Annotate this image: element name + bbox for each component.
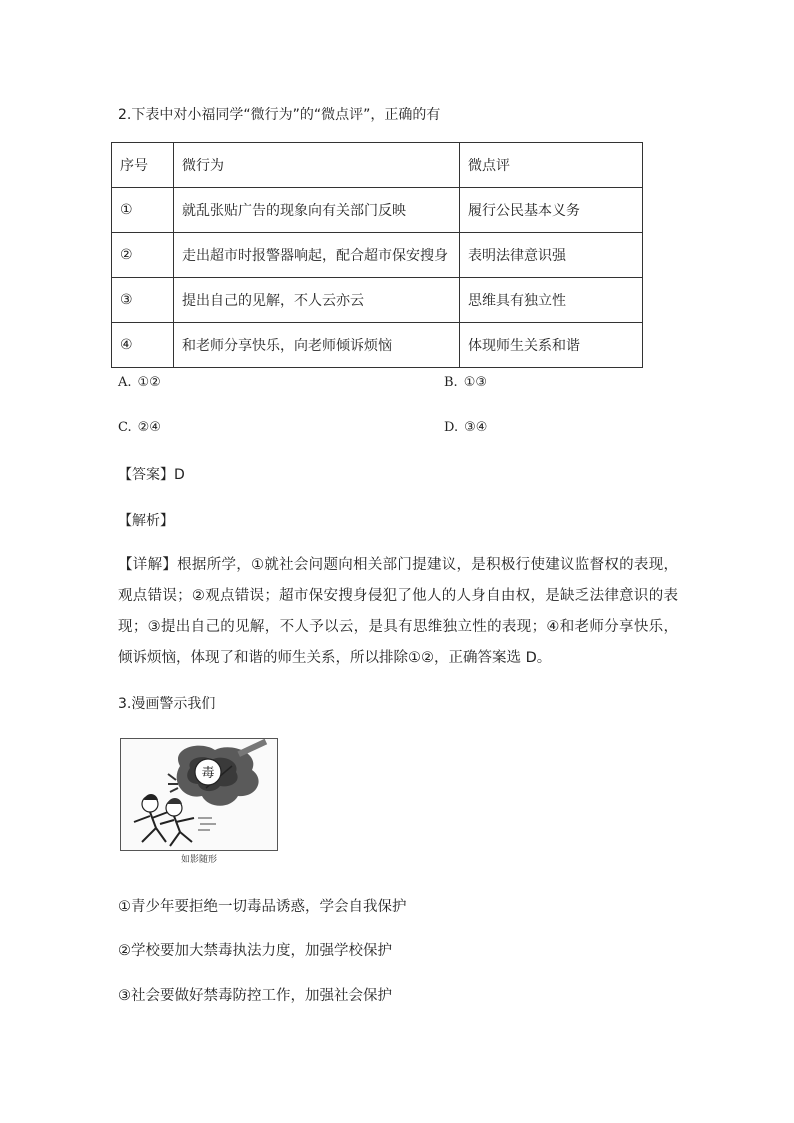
option-c[interactable] (118, 420, 161, 435)
cartoon-bubble-text: 毒 (201, 766, 215, 781)
option-text: ②④ (137, 420, 161, 435)
option-b[interactable] (444, 375, 487, 390)
table-header-row (112, 143, 643, 188)
table-header-cell: 微点评 (460, 143, 643, 188)
option-text: ③④ (464, 420, 488, 435)
detail-paragraph: 【详解】根据所学，①就社会问题向相关部门提建议，是积极行使建议监督权的表现，观点错误；②观点错误；超市保安搜身侵犯了他人的人身自由权，是缺乏法律意识的表现；③提出自己的见解，不人予以云，是具有思维独立性的表现；④和老师分享快乐，倾诉烦恼，体现了和谐的师生关系，所以排除①②，正确答案选 D。 (118, 557, 678, 666)
table-header-cell: 微行为 (174, 143, 460, 188)
table-cell: ① (112, 188, 174, 233)
analysis-label: 【解析】 (118, 513, 174, 529)
option-letter: B. (444, 375, 458, 390)
table-cell: 体现师生关系和谐 (460, 323, 643, 368)
option-text: ①③ (463, 375, 487, 390)
table-cell: 走出超市时报警器响起，配合超市保安搜身 (174, 233, 460, 278)
option-letter: C. (118, 420, 132, 435)
cartoon-caption: 如影随形 (180, 855, 218, 865)
table-row (112, 323, 643, 368)
option-letter: A. (118, 375, 132, 390)
statement-item: ②学校要加大禁毒执法力度，加强学校保护 (118, 943, 392, 959)
question-2-title: 2.下表中对小福同学“微行为”的“微点评”，正确的有 (118, 107, 441, 123)
table-cell: 表明法律意识强 (460, 233, 643, 278)
table-cell: 提出自己的见解，不人云亦云 (174, 278, 460, 323)
statement-item: ①青少年要拒绝一切毒品诱惑，学会自我保护 (118, 899, 407, 915)
table-row (112, 233, 643, 278)
table-cell: 履行公民基本义务 (460, 188, 643, 233)
option-a[interactable] (118, 375, 161, 390)
table-cell: 思维具有独立性 (460, 278, 643, 323)
table-cell: ② (112, 233, 174, 278)
table-cell: ③ (112, 278, 174, 323)
table-row (112, 278, 643, 323)
statement-item: ③社会要做好禁毒防控工作，加强社会保护 (118, 988, 392, 1004)
cartoon-image (120, 738, 278, 866)
option-d[interactable] (444, 420, 487, 435)
option-text: ①② (137, 375, 161, 390)
option-letter: D. (444, 420, 459, 435)
cartoon-drawing (120, 738, 278, 866)
table-cell: 就乱张贴广告的现象向有关部门反映 (174, 188, 460, 233)
table-header-cell: 序号 (112, 143, 174, 188)
table-cell: ④ (112, 323, 174, 368)
behavior-comment-table (111, 142, 643, 368)
question-3-title: 3.漫画警示我们 (118, 696, 216, 712)
table-cell: 和老师分享快乐，向老师倾诉烦恼 (174, 323, 460, 368)
table-row (112, 188, 643, 233)
answer-label: 【答案】D (118, 467, 185, 483)
